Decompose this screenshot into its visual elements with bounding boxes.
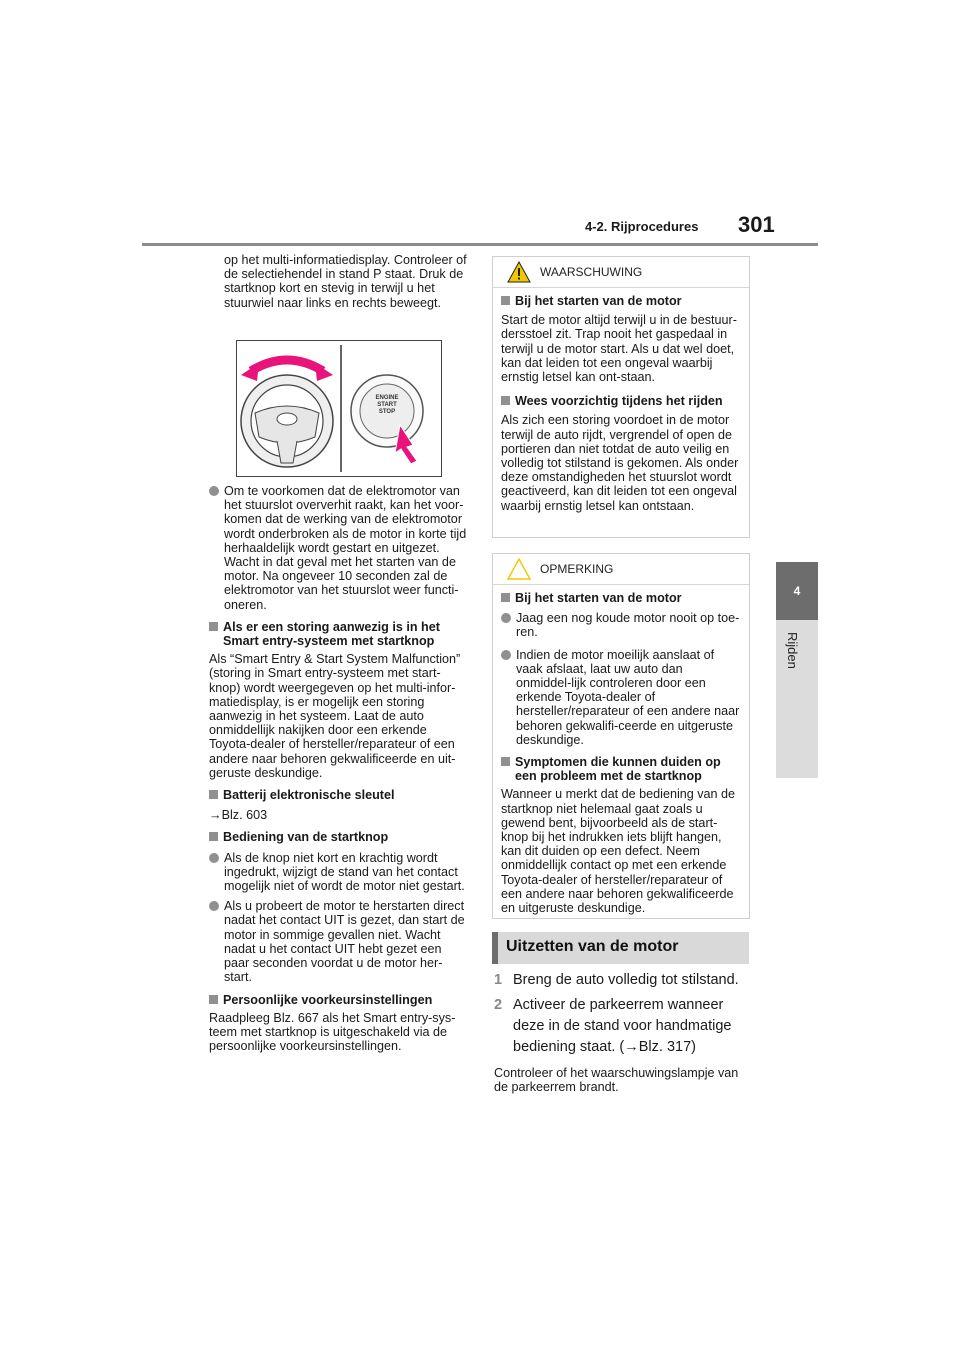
section-title-bar: [492, 932, 749, 964]
subheading: Als er een storing aanwezig is in het Smart entry-systeem met startknop: [209, 620, 467, 648]
list-item: Als u probeert de motor te herstarten direct nadat het contact UIT is gezet, dan start de motor in sommige gevallen niet. Wacht nadat u het contact UIT hebt gezet een paar seconden voordat u de motor her-start.: [209, 899, 467, 984]
subheading: Bediening van de startknop: [209, 830, 467, 844]
step-2: 2 Activeer de parkeerrem wanneer deze in de stand voor handmatige bediening staat. (→Blz. 317): [494, 997, 732, 1055]
left-column: [209, 253, 467, 310]
left-column-body: [209, 484, 467, 1053]
warning-box: [492, 256, 750, 538]
list-item: Indien de motor moeilijk aanslaat of vaak afslaat, laat uw auto dan onmiddel-lijk controleren door een erkende Toyota-dealer of hersteller/reparateur of een andere naar behoren gekwalifi-ceerde en uitgeruste deskundige.: [501, 648, 741, 747]
page-number: 301: [738, 212, 775, 237]
steps: [494, 970, 752, 1094]
button-label-stop: STOP: [378, 409, 396, 415]
subheading: Symptomen die kunnen duiden op een probleem met de startknop: [501, 755, 741, 783]
chapter-tab-number: 4: [776, 562, 818, 620]
notice-header: [493, 554, 749, 585]
step-1: 1 Breng de auto volledig tot stilstand.: [494, 972, 739, 988]
notice-box: [492, 553, 750, 919]
subheading: Persoonlijke voorkeursinstellingen: [209, 993, 467, 1007]
paragraph: Als “Smart Entry & Start System Malfunction” (storing in Smart entry-systeem met start-knop) wordt weergegeven op het multi-infor-matiedisplay, is er mogelijk een storing aanwezig in het systeem. Laat de auto onmiddellijk nakijken door een erkende Toyota-dealer of hersteller/reparateur of een andere naar behoren gekwalificeerde en uit-geruste deskundige.: [209, 652, 461, 780]
button-label-engine: ENGINE: [375, 395, 399, 401]
subheading: Bij het starten van de motor: [501, 591, 741, 605]
section-heading: 4-2. Rijprocedures: [585, 219, 699, 234]
intro-text: op het multi-informatiedisplay. Controleer of de selectiehendel in stand P staat. Druk de startknop kort en stevig in terwijl u het stuurwiel naar links en rechts beweegt.: [224, 253, 467, 310]
warning-header: [493, 257, 749, 288]
notice-title: OPMERKING: [540, 562, 614, 576]
caution-icon: [507, 558, 531, 580]
paragraph: Start de motor altijd terwijl u in de bestuur-dersstoel zit. Trap nooit het gaspedaal in terwijl u de motor start. Als u dat wel doet, kan dat leiden tot een ongeval waarbij ernstig letsel kan ont-staan.: [501, 313, 737, 385]
chapter-tab-label: Rijden: [785, 632, 800, 669]
subheading: Bij het starten van de motor: [501, 294, 741, 308]
list-item: Jaag een nog koude motor nooit op toe-ren.: [501, 611, 741, 639]
list-item: Als de knop niet kort en krachtig wordt ingedrukt, wijzigt de stand van het contact mogelijk niet of wordt de motor niet gestart.: [209, 851, 467, 894]
step-note: Controleer of het waarschuwingslampje van de parkeerrem brandt.: [494, 1066, 739, 1095]
button-label-start: START: [377, 402, 397, 408]
subheading: Wees voorzichtig tijdens het rijden: [501, 394, 741, 408]
paragraph: Wanneer u merkt dat de bediening van de startknop niet helemaal gaat zoals u gewend bent, bijvoorbeeld als de start-knop bij het indrukken iets blijft hangen, kan dit duiden op een defect. Neem onmiddellijk contact op met een erkende Toyota-dealer of hersteller/reparateur of een andere naar behoren gekwalificeerde en uitgeruste deskundige.: [501, 787, 736, 916]
header-rule: [142, 243, 818, 246]
start-illustration: [236, 340, 442, 477]
subheading: Batterij elektronische sleutel: [209, 788, 467, 802]
page-reference: →Blz. 603: [209, 808, 268, 823]
list-item: Om te voorkomen dat de elektromotor van het stuurslot oververhit raakt, kan het voor-komen dat de werking van de elektromotor wordt onderbroken als de motor in korte tijd herhaaldelijk wordt gestart en uitgezet. Wacht in dat geval met het starten van de motor. Na ongeveer 10 seconden zal de elektromotor van het stuurslot weer functi-oneren.: [209, 484, 467, 612]
paragraph: Raadpleeg Blz. 667 als het Smart entry-sys-teem met startknop is uitgeschakeld via de persoonlijke voorkeursinstellingen.: [209, 1010, 456, 1054]
warning-icon: [507, 261, 531, 283]
steering-and-start-button-image: [237, 341, 441, 476]
warning-title: WAARSCHUWING: [540, 265, 643, 279]
section-title: Uitzetten van de motor: [506, 938, 679, 955]
paragraph: Als zich een storing voordoet in de motor terwijl de auto rijdt, vergrendel of open de portieren dan niet totdat de auto veilig en volledig tot stilstand is gekomen. Als onder deze omstandigheden het stuurslot wordt geactiveerd, kan dit leiden tot een ongeval waarbij ernstig letsel kan ontstaan.: [501, 413, 739, 513]
